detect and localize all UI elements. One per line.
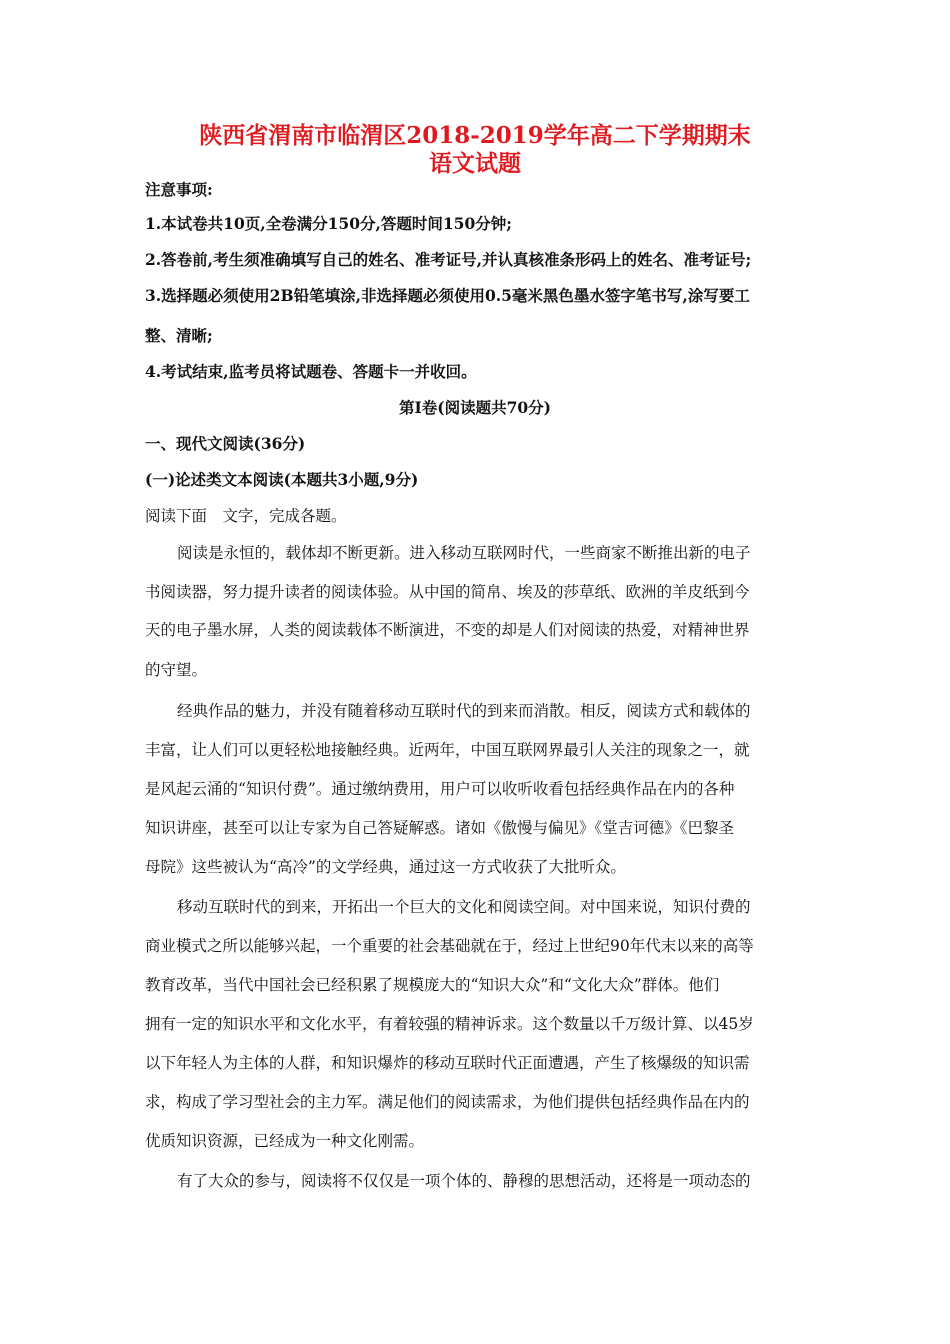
reading-instruction: 阅读下面 文字，完成各题。 xyxy=(145,507,347,525)
passage-line: 拥有一定的知识水平和文化水平，有着较强的精神诉求。这个数量以千万级计算、以45岁 xyxy=(145,1015,754,1033)
passage-line: 商业模式之所以能够兴起，一个重要的社会基础就在于，经过上世纪90年代末以来的高等 xyxy=(145,937,754,955)
notice-item-2: 2.答卷前,考生须准确填写自己的姓名、准考证号,并认真核准条形码上的姓名、准考证号; xyxy=(145,250,752,269)
notice-heading: 注意事项: xyxy=(145,180,213,199)
passage-line: 求，构成了学习型社会的主力军。满足他们的阅读需求，为他们提供包括经典作品在内的 xyxy=(145,1093,750,1111)
part-heading: 一、现代文阅读(36分) xyxy=(145,434,306,453)
notice-item-3-cont: 整、清晰; xyxy=(145,326,213,345)
passage-line: 移动互联时代的到来，开拓出一个巨大的文化和阅读空间。对中国来说，知识付费的 xyxy=(177,898,751,916)
passage-line: 母院》这些被认为“高冷”的文学经典，通过这一方式收获了大批听众。 xyxy=(145,858,626,876)
notice-item-1: 1.本试卷共10页,全卷满分150分,答题时间150分钟; xyxy=(145,214,512,233)
volume-title: 第Ⅰ卷(阅读题共70分) xyxy=(399,398,551,417)
passage-line: 教育改革，当代中国社会已经积累了规模庞大的“知识大众”和“文化大众”群体。他们 xyxy=(145,976,720,994)
passage-line: 天的电子墨水屏，人类的阅读载体不断演进，不变的却是人们对阅读的热爱，对精神世界 xyxy=(145,621,750,639)
subpart-heading: (一)论述类文本阅读(本题共3小题,9分) xyxy=(145,470,419,489)
passage-line: 是风起云涌的“知识付费”。通过缴纳费用，用户可以收听收看包括经典作品在内的各种 xyxy=(145,780,735,798)
exam-title: 陕西省渭南市临渭区2018-2019学年高二下学期期末 xyxy=(199,122,751,149)
passage-line: 优质知识资源，已经成为一种文化刚需。 xyxy=(145,1132,425,1150)
passage-line: 有了大众的参与，阅读将不仅仅是一项个体的、静穆的思想活动，还将是一项动态的 xyxy=(177,1172,751,1190)
notice-item-4: 4.考试结束,监考员将试题卷、答题卡一并收回。 xyxy=(145,362,477,381)
passage-line: 书阅读器，努力提升读者的阅读体验。从中国的简帛、埃及的莎草纸、欧洲的羊皮纸到今 xyxy=(145,583,750,601)
passage-line: 阅读是永恒的，载体却不断更新。进入移动互联网时代，一些商家不断推出新的电子 xyxy=(177,544,751,562)
passage-line: 的守望。 xyxy=(145,661,208,679)
passage-line: 知识讲座，甚至可以让专家为自己答疑解惑。诸如《傲慢与偏见》《堂吉诃德》《巴黎圣 xyxy=(145,819,735,837)
exam-subject-title: 语文试题 xyxy=(429,150,521,177)
passage-line: 经典作品的魅力，并没有随着移动互联时代的到来而消散。相反，阅读方式和载体的 xyxy=(177,702,751,720)
passage-line: 丰富，让人们可以更轻松地接触经典。近两年，中国互联网界最引人关注的现象之一，就 xyxy=(145,741,750,759)
notice-item-3: 3.选择题必须使用2B铅笔填涂,非选择题必须使用0.5毫米黑色墨水签字笔书写,涂写要工 xyxy=(145,286,750,305)
passage-line: 以下年轻人为主体的人群，和知识爆炸的移动互联时代正面遭遇，产生了核爆级的知识需 xyxy=(145,1054,750,1072)
